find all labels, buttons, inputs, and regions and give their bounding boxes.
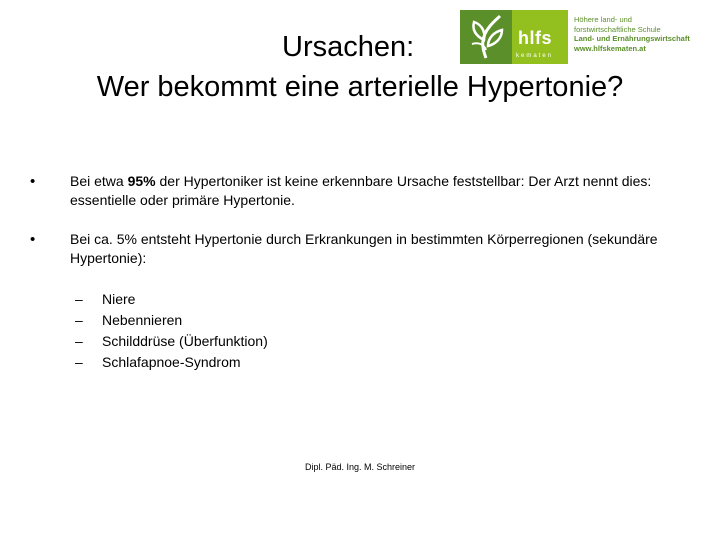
school-logo	[460, 8, 710, 66]
logo-text-line-1: Höhere land- und	[574, 15, 632, 24]
sub-item-marker: –	[75, 291, 83, 307]
plant-leaf-icon	[460, 10, 512, 64]
title-line-1: Ursachen:	[282, 31, 415, 63]
logo-icon-box	[460, 10, 512, 64]
bullet-text-before: Bei etwa	[70, 173, 128, 189]
sub-item-niere: Niere	[102, 291, 136, 307]
logo-brand-text: hlfs	[518, 28, 553, 48]
bullet-marker: •	[30, 231, 36, 248]
sub-item-schlafapnoe: Schlafapnoe-Syndrom	[102, 354, 241, 370]
bullet-marker: •	[30, 173, 36, 190]
sub-item-nebennieren: Nebennieren	[102, 312, 183, 328]
sub-item-marker: –	[75, 312, 83, 328]
footer-author: Dipl. Päd. Ing. M. Schreiner	[304, 462, 416, 472]
logo-text-line-4: www.hlfskematen.at	[574, 44, 646, 53]
sub-item-schilddruese: Schilddrüse (Überfunktion)	[102, 333, 268, 349]
logo-text-line-2: forstwirtschaftliche Schule	[574, 24, 661, 34]
sub-item-marker: –	[75, 354, 83, 370]
bullet-text-after: der Hypertoniker ist keine erkennbare Ursache feststellbar: Der Arzt nennt dies: essentielle oder primäre Hypertonie.	[70, 173, 652, 208]
logo-place-text: kematen	[516, 53, 554, 59]
logo-text-line-3: Land- und Ernährungswirtschaft	[574, 34, 690, 43]
title-line-2: Wer bekommt eine arterielle Hypertonie?	[96, 71, 624, 103]
bullet-emphasis-percent: 95%	[127, 173, 156, 189]
bullet-item-secondary-hypertension: Bei ca. 5% entsteht Hypertonie durch Erkrankungen in bestimmten Körperregionen (sekundäre Hypertonie):	[70, 231, 658, 266]
sub-item-marker: –	[75, 333, 83, 349]
bullet-item-primary-hypertension	[70, 172, 670, 210]
